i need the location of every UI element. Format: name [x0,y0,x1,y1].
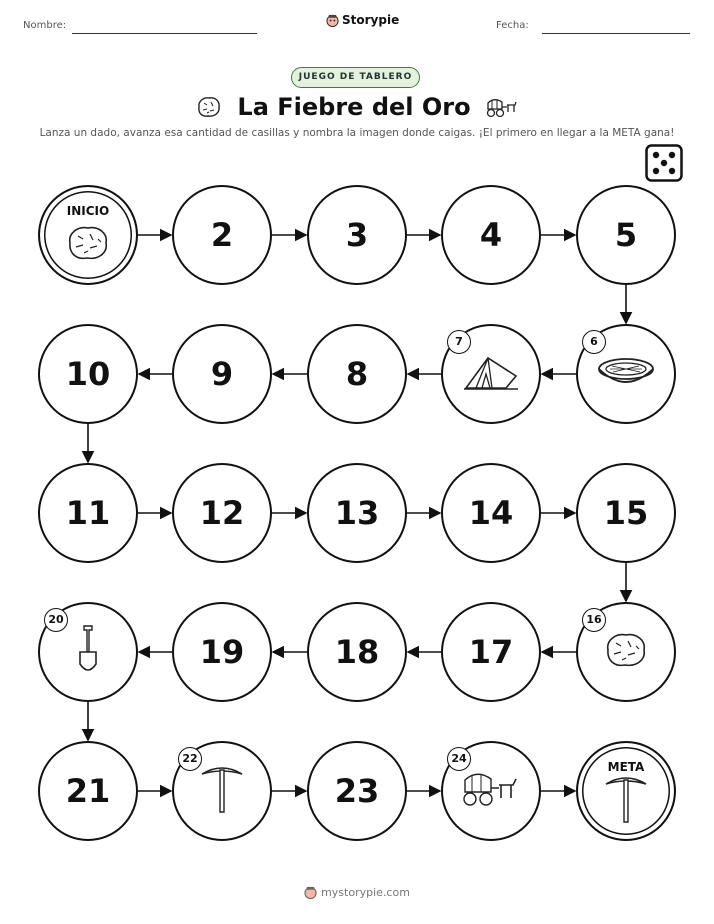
pickaxe-icon [199,764,245,818]
space-number-badge: 6 [582,330,606,354]
space-number: 3 [345,216,369,254]
page-title: La Fiebre del Oro [237,93,471,121]
goal-label: META [607,760,645,774]
footer [0,886,714,899]
board-space-23 [307,741,407,841]
space-number: 2 [210,216,234,254]
space-number-badge: 7 [447,330,471,354]
brand-name: Storypie [342,13,400,27]
space-number: 18 [334,633,380,671]
space-number-badge: 22 [178,747,202,771]
date-label: Fecha: [496,20,529,31]
space-number: 4 [479,216,503,254]
board-space-10 [38,324,138,424]
board-space-13 [307,463,407,563]
board-space-4 [441,185,541,285]
board-space-17 [441,602,541,702]
board-space-6 [576,324,676,424]
board-space-16 [576,602,676,702]
space-number: 21 [65,772,111,810]
space-number: 14 [468,494,514,532]
space-number: 9 [210,355,234,393]
space-number: 15 [603,494,649,532]
name-label: Nombre: [23,20,67,31]
board-space-19 [172,602,272,702]
space-number: 10 [65,355,111,393]
space-number: 12 [199,494,245,532]
covered-wagon-icon [461,770,521,812]
goal-space [576,741,676,841]
board-space-5 [576,185,676,285]
board-space-21 [38,741,138,841]
gold-nugget-icon [64,223,112,267]
board-space-3 [307,185,407,285]
shovel-icon [75,624,101,680]
space-number: 13 [334,494,380,532]
board-space-14 [441,463,541,563]
space-number: 8 [345,355,369,393]
board-space-7 [441,324,541,424]
space-number: 23 [334,772,380,810]
board-space-22 [172,741,272,841]
board-space-2 [172,185,272,285]
space-number: 5 [614,216,638,254]
board-space-18 [307,602,407,702]
storypie-mascot-icon [304,886,317,899]
space-number-badge: 20 [44,608,68,632]
pickaxe-icon [603,774,649,828]
board-space-11 [38,463,138,563]
space-number: 19 [199,633,245,671]
game-type-badge: JUEGO DE TABLERO [291,67,420,88]
board-space-15 [576,463,676,563]
space-number-badge: 24 [447,747,471,771]
instructions: Lanza un dado, avanza esa cantidad de casillas y nombra la imagen donde caigas. ¡El primero en llegar a la META gana! [39,127,675,139]
space-number: 11 [65,494,111,532]
gold-nugget-icon [602,630,650,674]
board-space-9 [172,324,272,424]
gold-pan-icon [596,355,656,393]
start-label: INICIO [66,204,110,218]
tent-icon [462,352,520,396]
space-number-badge: 16 [582,608,606,632]
space-number: 17 [468,633,514,671]
footer-url: mystorypie.com [321,886,410,899]
board-space-24 [441,741,541,841]
board-space-8 [307,324,407,424]
start-space [38,185,138,285]
board-space-20 [38,602,138,702]
board-space-12 [172,463,272,563]
